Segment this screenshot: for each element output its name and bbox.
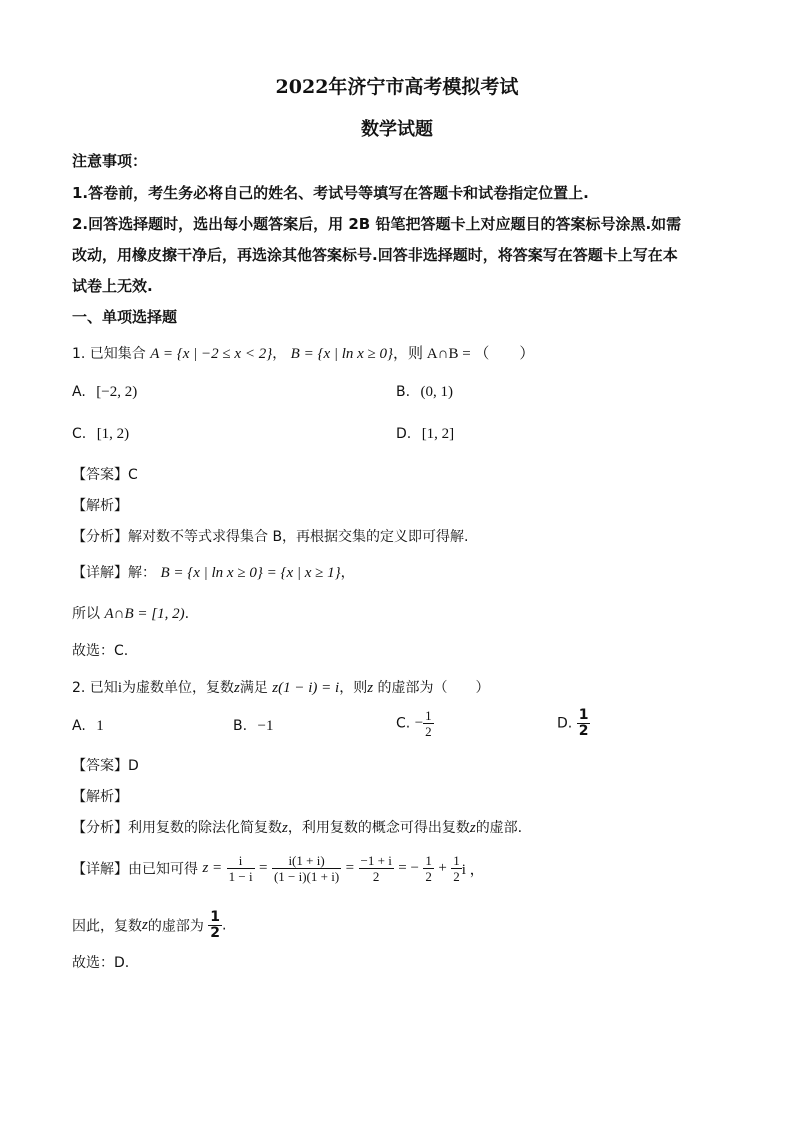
q1-choose: 故选：C. xyxy=(72,643,129,659)
frac-den: 1 − i xyxy=(228,869,253,884)
frac-den: 2 xyxy=(425,724,432,739)
therefore-text-2: 的虚部为 xyxy=(147,918,204,935)
fenxi-text-2: ，利用复数的概念可得出复数 xyxy=(287,820,470,836)
var-z: z xyxy=(282,820,288,836)
option-label: B. xyxy=(233,718,248,734)
q2-option-a xyxy=(72,718,104,735)
question-1-prefix: 1. 已知集合 xyxy=(72,346,146,362)
q2-prefix: 2. 已知 xyxy=(72,680,118,696)
notice-item-1: 1.答卷前，考生务必将自己的姓名、考试号等填写在答题卡和试卷指定位置上. xyxy=(72,184,589,202)
option-value: (0, 1) xyxy=(420,384,454,400)
q2-option-c xyxy=(396,708,434,739)
q2-mid1: 为虚数单位，复数 xyxy=(121,680,234,696)
option-value: [−2, 2) xyxy=(96,384,138,400)
xj-z: z = xyxy=(202,860,223,876)
option-label: D. xyxy=(396,426,412,442)
option-value: [1, 2] xyxy=(421,426,455,442)
set-a: A = {x | −2 ≤ x < 2} xyxy=(150,346,273,362)
q1-fenxi xyxy=(72,526,469,546)
frac-den: (1 − i)(1 + i) xyxy=(273,869,340,884)
q2-xiangjie xyxy=(72,853,485,884)
xiangjie-suffix: ， xyxy=(340,565,355,581)
option-fraction xyxy=(423,708,434,739)
fraction-3 xyxy=(359,853,394,884)
frac-num: 1 xyxy=(425,853,432,868)
frac-num: −1 + i xyxy=(360,853,392,868)
set-b: B = {x | ln x ≥ 0} xyxy=(290,346,394,362)
frac-den: 2 xyxy=(578,723,589,739)
q1-option-d xyxy=(396,426,454,443)
therefore-end: . xyxy=(222,917,227,934)
q2-fenxi xyxy=(72,817,522,837)
q1-comma: ， xyxy=(272,346,287,362)
option-label: D. xyxy=(557,715,573,732)
therefore-text-1: 因此，复数 xyxy=(72,918,142,935)
option-sign: − xyxy=(414,715,424,731)
frac-num: i xyxy=(238,853,243,868)
xiangjie-tag: 【详解】 xyxy=(72,861,128,878)
option-label: B. xyxy=(396,384,411,400)
var-z: z xyxy=(469,820,476,836)
frac-num: 1 xyxy=(210,909,221,925)
var-z: z xyxy=(142,917,148,933)
frac-num: i(1 + i) xyxy=(288,853,325,868)
q2-mid4: 的虚部为（ ） xyxy=(377,680,490,696)
frac-den: 2 xyxy=(453,869,460,884)
notice-item-2-line-3: 试卷上无效. xyxy=(72,277,153,295)
q2-mid2: 满足 xyxy=(239,680,268,696)
so-suffix: . xyxy=(184,606,190,622)
section-heading: 一、单项选择题 xyxy=(72,308,178,326)
frac-den: 2 xyxy=(210,925,221,941)
equals: = xyxy=(259,860,268,876)
q1-analysis-tag: 【解析】 xyxy=(72,498,128,514)
equals-minus: = − xyxy=(398,860,419,876)
xiangjie-tag: 【详解】 xyxy=(72,565,128,581)
q1-option-a xyxy=(72,384,137,401)
q2-option-b xyxy=(233,718,273,735)
option-value: [1, 2) xyxy=(96,426,130,442)
q2-equation: z(1 − i) = i xyxy=(272,680,340,696)
option-label: C. xyxy=(396,715,411,732)
q1-conclusion xyxy=(72,603,189,623)
option-label: A. xyxy=(72,384,86,400)
frac-num: 1 xyxy=(578,707,589,723)
question-2 xyxy=(72,677,490,697)
equals: = xyxy=(345,860,355,876)
q1-xiangjie xyxy=(72,562,355,582)
option-value: 1 xyxy=(96,718,104,734)
fenxi-tag: 【分析】 xyxy=(72,529,128,545)
page-title: 2022年济宁市高考模拟考试 xyxy=(275,76,519,98)
q1-answer xyxy=(72,464,138,484)
question-1-ask: ，则 A∩B = （ ） xyxy=(393,346,535,362)
notice-heading: 注意事项： xyxy=(72,152,148,170)
q1-option-c xyxy=(72,426,129,443)
tail: i ， xyxy=(461,862,485,878)
fraction-2 xyxy=(272,853,341,884)
xiangjie-prefix: 解： xyxy=(128,565,156,581)
so-math: A∩B = [1, 2) xyxy=(104,606,185,622)
fenxi-tag: 【分析】 xyxy=(72,820,128,836)
q2-analysis-tag: 【解析】 xyxy=(72,789,128,805)
answer-value: D xyxy=(128,758,139,774)
var-z: z xyxy=(367,680,374,696)
plus: + xyxy=(438,860,447,876)
q2-option-d xyxy=(557,708,590,739)
fraction-5 xyxy=(451,853,462,884)
frac-num: 1 xyxy=(425,708,432,723)
fraction-4 xyxy=(423,853,434,884)
fenxi-text-3: 的虚部. xyxy=(475,820,523,836)
notice-item-2-line-1: 2.回答选择题时，选出每小题答案后，用 2B 铅笔把答题卡上对应题目的答案标号涂黑.如需 xyxy=(72,215,682,233)
therefore-fraction xyxy=(208,910,222,941)
option-fraction xyxy=(577,708,591,739)
q2-answer xyxy=(72,755,139,775)
q2-therefore xyxy=(72,910,227,941)
answer-tag: 【答案】 xyxy=(72,467,128,483)
q2-choose: 故选：D. xyxy=(72,955,130,971)
notice-item-2-line-2: 改动，用橡皮擦干净后，再选涂其他答案标号.回答非选择题时，将答案写在答题卡上写在本 xyxy=(72,246,678,264)
q2-mid3: ，则 xyxy=(339,680,368,696)
frac-den: 2 xyxy=(425,869,432,884)
page-subtitle: 数学试题 xyxy=(361,119,433,140)
question-1 xyxy=(72,342,534,363)
fenxi-text: 解对数不等式求得集合 B，再根据交集的定义即可得解. xyxy=(128,529,469,545)
answer-tag: 【答案】 xyxy=(72,758,128,774)
imag-unit: i xyxy=(117,680,122,696)
q1-option-b xyxy=(396,384,453,401)
fraction-1 xyxy=(227,853,255,884)
frac-num: 1 xyxy=(453,853,460,868)
xiangjie-math: B = {x | ln x ≥ 0} = {x | x ≥ 1} xyxy=(160,565,341,581)
xiangjie-prefix: 由已知可得 xyxy=(128,861,198,878)
fenxi-text-1: 利用复数的除法化简复数 xyxy=(128,820,282,836)
var-z: z xyxy=(233,680,240,696)
option-value: −1 xyxy=(257,718,274,734)
answer-value: C xyxy=(128,467,138,483)
option-label: A. xyxy=(72,718,86,734)
so-prefix: 所以 xyxy=(72,606,100,622)
option-label: C. xyxy=(72,426,87,442)
frac-den: 2 xyxy=(359,868,394,884)
